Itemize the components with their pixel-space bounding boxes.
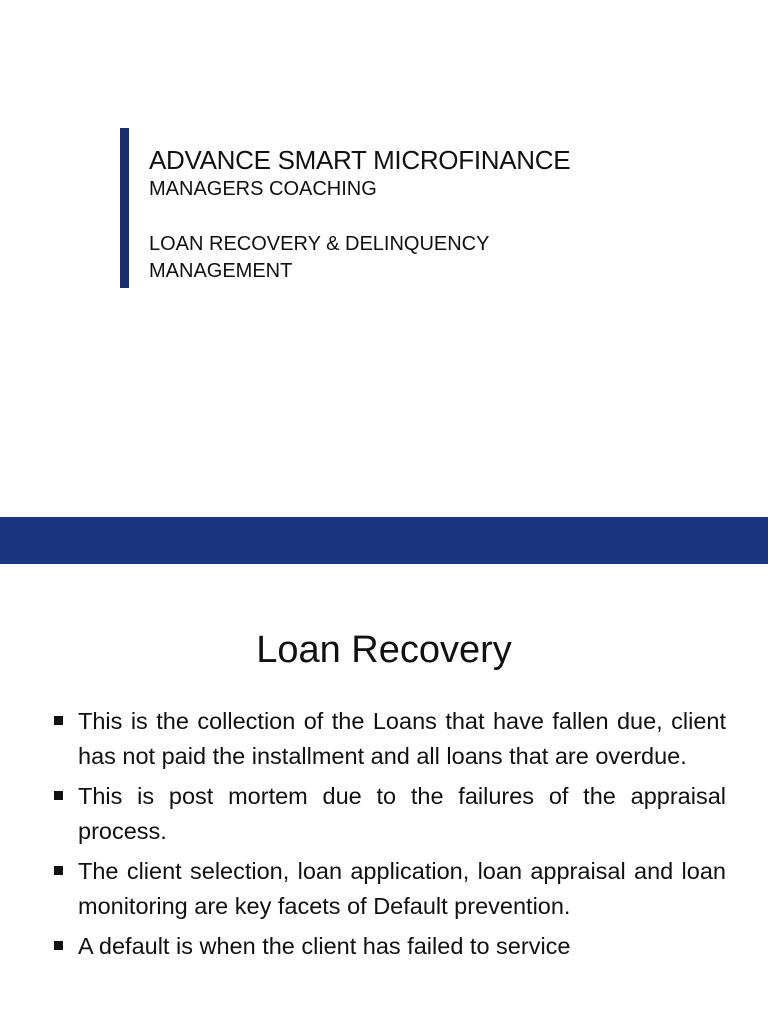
square-bullet-icon	[54, 791, 63, 800]
bullet-text: This is the collection of the Loans that have fallen due, client has not paid the installment and all loans that are overdue.	[78, 708, 726, 769]
bullet-item	[54, 929, 726, 964]
bullet-list	[54, 704, 726, 969]
bullet-text: The client selection, loan application, loan appraisal and loan monitoring are key facets of Default prevention.	[78, 858, 726, 919]
bullet-item	[54, 704, 726, 774]
accent-bar	[120, 128, 129, 288]
title-block	[149, 144, 709, 285]
bullet-item	[54, 779, 726, 849]
bullet-item	[54, 854, 726, 924]
presentation-subtitle: MANAGERS COACHING	[149, 178, 377, 200]
square-bullet-icon	[54, 716, 63, 725]
content-slide	[0, 564, 768, 1024]
title-spacer	[149, 203, 709, 231]
square-bullet-icon	[54, 866, 63, 875]
slide-title: Loan Recovery	[256, 629, 512, 671]
bullet-text: A default is when the client has failed to service	[78, 933, 571, 959]
slide-divider-band	[0, 517, 768, 564]
bullet-text: This is post mortem due to the failures of the appraisal process.	[78, 783, 726, 844]
presentation-topic: LOAN RECOVERY & DELINQUENCY MANAGEMENT	[149, 233, 490, 282]
square-bullet-icon	[54, 941, 63, 950]
presentation-title: ADVANCE SMART MICROFINANCE	[149, 145, 571, 175]
